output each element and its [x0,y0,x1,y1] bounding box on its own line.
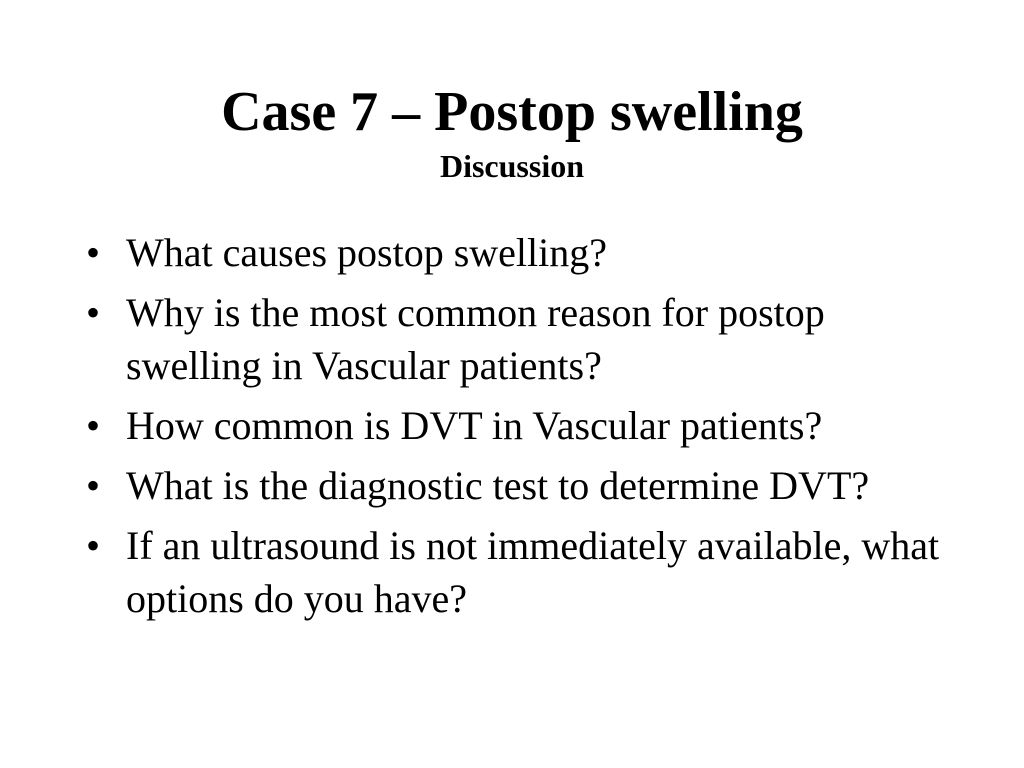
bullet-item [86,399,956,452]
bullet-item [86,226,956,279]
bullet-text: What causes postop swelling? [126,230,607,275]
bullet-icon: • [86,290,101,335]
bullet-text: Why is the most common reason for postop swelling in Vascular patients? [126,290,825,388]
title-block [0,78,1024,186]
slide-title: Case 7 – Postop swelling [221,81,803,143]
bullet-item [86,459,956,512]
bullet-icon: • [86,403,101,448]
bullet-icon: • [86,523,101,568]
bullet-list [86,226,956,632]
bullet-item [86,519,956,625]
slide-subtitle: Discussion [439,148,585,184]
bullet-text: How common is DVT in Vascular patients? [126,403,823,448]
bullet-text: If an ultrasound is not immediately available, what options do you have? [126,523,940,621]
bullet-icon: • [86,463,101,508]
bullet-icon: • [86,230,101,275]
bullet-item [86,286,956,392]
bullet-text: What is the diagnostic test to determine DVT? [126,463,870,508]
